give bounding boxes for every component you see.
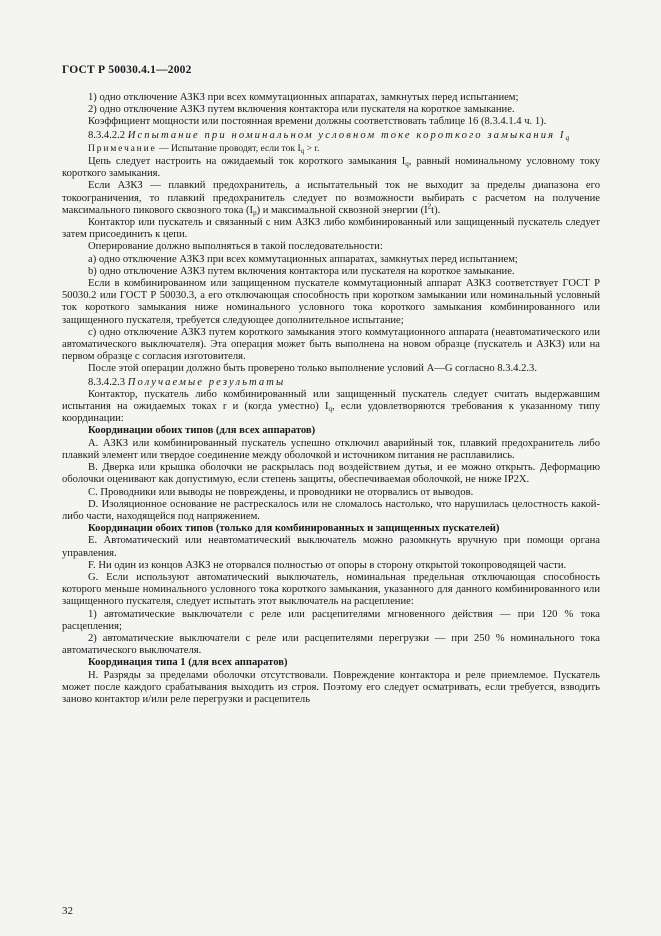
note-label: Примечание bbox=[88, 142, 157, 154]
list-item: 1) одно отключение АЗКЗ при всех коммутационных аппаратах, замкнутых перед испытанием; bbox=[88, 92, 519, 103]
paragraph: Цепь следует настроить на ожидаемый ток короткого замыкания $I_q$, равный номинальному условному току короткого замыкания. bbox=[62, 156, 600, 180]
requirement-e: E. Автоматический или неавтоматический выключатель можно разомкнуть вручную при помощи органа управления. bbox=[62, 535, 600, 559]
page-number: 32 bbox=[62, 905, 73, 917]
paragraph: Контактор, пускатель либо комбинированный или защищенный пускатель следует считать выдержавшим испытания на ожидаемых токах r и (когда уместно) $I_q$, если удовлетворяются требования к указанному типу координации: bbox=[62, 388, 600, 425]
subheading: Координация типа 1 (для всех аппаратов) bbox=[88, 657, 288, 669]
subheading: Координации обоих типов (для всех аппаратов) bbox=[88, 425, 316, 437]
paragraph: Контактор или пускатель и связанный с ним АЗКЗ либо комбинированный или защищенный пускатель следует затем присоединить к цепи. bbox=[62, 217, 600, 241]
list-item: 1) автоматические выключатели с реле или расцепителями мгновенного действия — при 120 % тока расцепления; bbox=[62, 608, 600, 632]
document-body bbox=[62, 92, 600, 706]
requirement-f: F. Ни один из концов АЗКЗ не оторвался полностью от опоры в сторону открытой токопроводящей части. bbox=[88, 559, 567, 571]
section-number: 8.3.4.2.2 bbox=[88, 129, 126, 141]
section-title: Испытание при номинальном условном токе короткого замыкания $I_q$ bbox=[127, 129, 572, 142]
requirement-b: B. Дверка или крышка оболочки не раскрылась под воздействием дутья, и ее можно открыть. Деформацию оболочки оценивают как допустимую, если степень защиты, обеспечиваемая оболочкой, не ниже IP2X. bbox=[62, 462, 600, 486]
subheading: Координации обоих типов (только для комбинированных и защищенных пускателей) bbox=[88, 523, 500, 535]
list-item: a) одно отключение АЗКЗ при всех коммутационных аппаратах, замкнутых перед испытанием; bbox=[88, 253, 518, 265]
list-item: c) одно отключение АЗКЗ путем короткого замыкания этого коммутационного аппарата (неавтоматического или автоматического выключателя). Эта операция может быть выполнена на новом образце (пускатель и АЗКЗ) или на первом образце с согласия изготовителя. bbox=[62, 326, 600, 363]
list-item: b) одно отключение АЗКЗ путем включения контактора или пускателя на короткое замыкание. bbox=[88, 265, 515, 277]
paragraph: Если АЗКЗ — плавкий предохранитель, а испытательный ток не выходит за пределы диапазона его токоограничения, то плавкий предохранитель следует по возможности выбирать с расчетом на получение максимального пикового сквозного тока $(I_p)$ и максимальной сквозной энергии $(I^2t)$. bbox=[62, 180, 600, 217]
section-number: 8.3.4.2.3 bbox=[88, 376, 126, 388]
section-title: Получаемые результаты bbox=[127, 376, 286, 388]
requirement-g: G. Если используют автоматический выключатель, номинальная предельная отключающая способность которого меньше номинального условного тока короткого замыкания, указанного для данного комбинированного или защищенного пускателя, следует испытать этот выключатель на расцепление: bbox=[62, 571, 600, 608]
requirement-a: A. АЗКЗ или комбинированный пускатель успешно отключил аварийный ток, плавкий предохранитель либо плавкий элемент или твердое соединение между оболочкой и источником питания не расплавились. bbox=[62, 437, 600, 461]
requirement-h: H. Разряды за пределами оболочки отсутствовали. Повреждение контактора и реле приемлемое. Пускатель может после каждого срабатывания выходить из строя. Поэтому его следует осматривать, если требуется, взводить заново контактор и/или реле перегрузки и расцепитель bbox=[62, 669, 600, 705]
list-item: 2) автоматические выключатели с реле или расцепителями перегрузки — при 250 % номинального тока автоматического выключателя. bbox=[62, 632, 600, 657]
list-item: 2) одно отключение АЗКЗ путем включения контактора или пускателя на короткое замыкание. bbox=[88, 104, 515, 116]
paragraph: Если в комбинированном или защищенном пускателе коммутационный аппарат АЗКЗ соответствует ГОСТ Р 50030.2 или ГОСТ Р 50030.3, а его отключающая способность при коротком замыкании или номинальный условный ток короткого замыкания ниже номинального условного тока короткого замыкания комбинированного или защищенного пускателя, требуется следующее дополнительное испытание; bbox=[62, 278, 600, 326]
standard-header: ГОСТ Р 50030.4.1—2002 bbox=[62, 64, 192, 76]
section-heading-8-3-4-2-3 bbox=[62, 377, 600, 389]
paragraph: Коэффициент мощности или постоянная времени должны соответствовать таблице 16 (8.3.4.1.4 ч. 1). bbox=[88, 116, 547, 128]
paragraph: Оперирование должно выполняться в такой последовательности: bbox=[88, 241, 383, 253]
requirement-c: C. Проводники или выводы не повреждены, и проводники не оторвались от выводов. bbox=[88, 486, 474, 498]
requirement-d: D. Изоляционное основание не растрескалось или не сломалось настолько, что нарушилась целостность какой-либо части, находящейся под напряжением. bbox=[62, 498, 600, 522]
section-heading-8-3-4-2-2 bbox=[62, 130, 600, 142]
paragraph: После этой операции должно быть проверено только выполнение условий A—G согласно 8.3.4.2.3. bbox=[88, 363, 537, 375]
note: Примечание — Испытание проводят, если ток $I_q > r$. bbox=[88, 142, 320, 155]
